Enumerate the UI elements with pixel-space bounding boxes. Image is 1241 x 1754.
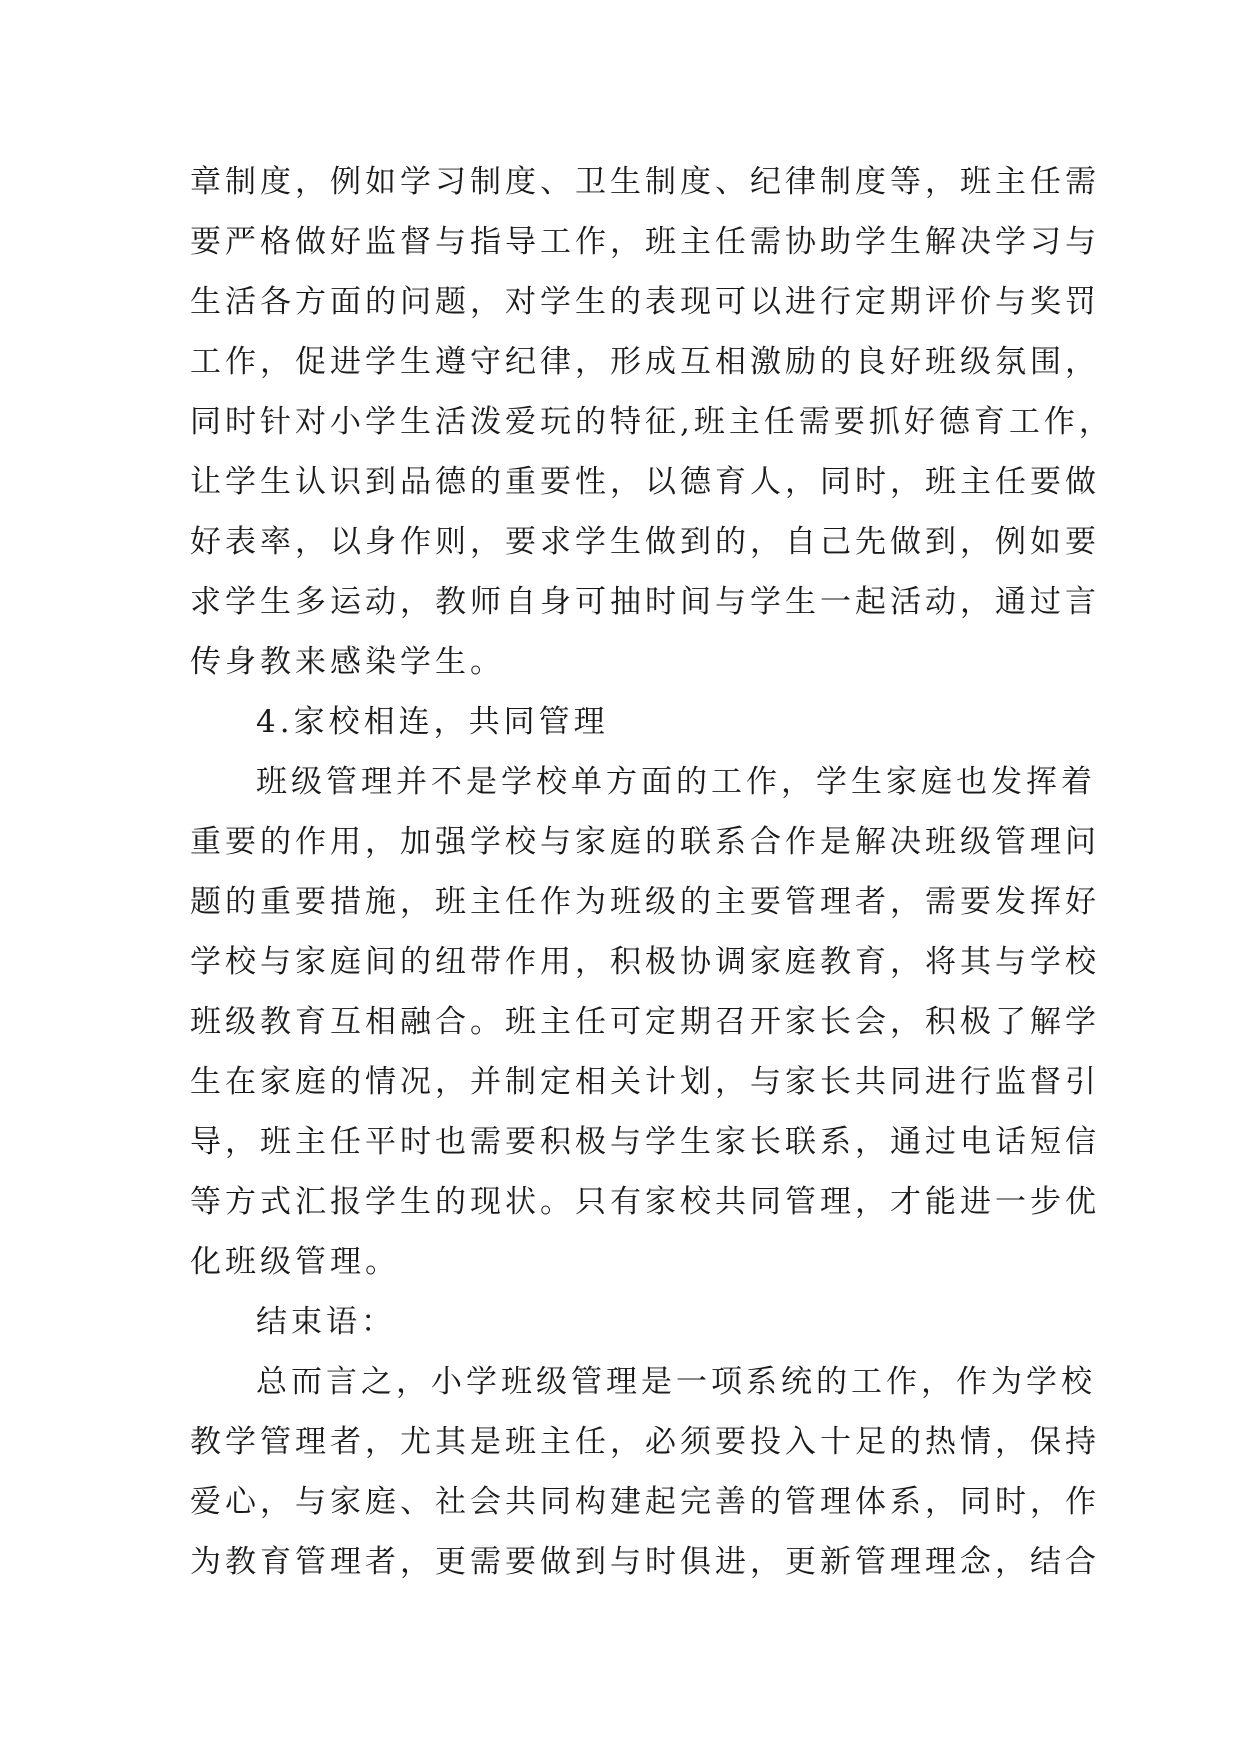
text-line: 班级管理并不是学校单方面的工作，学生家庭也发挥着 <box>256 764 1096 800</box>
text-line: 生在家庭的情况，并制定相关计划，与家长共同进行监督引 <box>190 1064 1100 1100</box>
text-line: 班级教育互相融合。班主任可定期召开家长会，积极了解学 <box>190 1004 1100 1040</box>
text-line: 总而言之，小学班级管理是一项系统的工作，作为学校 <box>256 1364 1096 1400</box>
text-line: 重要的作用，加强学校与家庭的联系合作是解决班级管理问 <box>190 824 1100 860</box>
text-line: 章制度，例如学习制度、卫生制度、纪律制度等，班主任需 <box>190 164 1100 200</box>
text-line: 同时针对小学生活泼爱玩的特征,班主任需要抓好德育工作， <box>190 404 1114 440</box>
text-line: 题的重要措施，班主任作为班级的主要管理者，需要发挥好 <box>190 884 1100 920</box>
text-line: 要严格做好监督与指导工作，班主任需协助学生解决学习与 <box>190 224 1100 260</box>
body-text <box>190 160 1114 1600</box>
text-line: 导，班主任平时也需要积极与学生家长联系，通过电话短信 <box>190 1124 1100 1160</box>
text-line: 化班级管理。 <box>190 1244 400 1280</box>
text-line: 为教育管理者，更需要做到与时俱进，更新管理理念，结合 <box>190 1544 1100 1580</box>
text-line: 让学生认识到品德的重要性，以德育人，同时，班主任要做 <box>190 464 1100 500</box>
text-line: 生活各方面的问题，对学生的表现可以进行定期评价与奖罚 <box>190 284 1100 320</box>
section-heading: 4.家校相连，共同管理 <box>256 704 609 740</box>
text-line: 工作，促进学生遵守纪律，形成互相激励的良好班级氛围， <box>190 344 1100 380</box>
text-line: 学校与家庭间的纽带作用，积极协调家庭教育，将其与学校 <box>190 944 1100 980</box>
conclusion-heading: 结束语： <box>256 1304 396 1340</box>
text-line: 等方式汇报学生的现状。只有家校共同管理，才能进一步优 <box>190 1184 1100 1220</box>
text-line: 求学生多运动，教师自身可抽时间与学生一起活动，通过言 <box>190 584 1100 620</box>
text-line: 好表率，以身作则，要求学生做到的，自己先做到，例如要 <box>190 524 1100 560</box>
text-line: 爱心，与家庭、社会共同构建起完善的管理体系，同时，作 <box>190 1484 1100 1520</box>
text-line: 教学管理者，尤其是班主任，必须要投入十足的热情，保持 <box>190 1424 1100 1460</box>
text-line: 传身教来感染学生。 <box>190 644 505 680</box>
